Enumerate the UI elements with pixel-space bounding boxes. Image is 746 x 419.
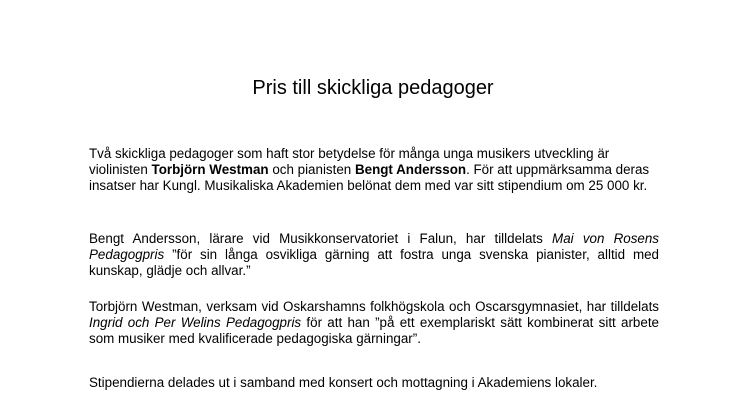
paragraph-text: ”för sin långa osvikliga gärning att fostra unga svenska pianister, alltid med kunskap, glädje och allvar.” (89, 247, 659, 278)
person-name-andersson: Bengt Andersson (354, 162, 467, 177)
paragraph-text: Stipendierna delades ut i samband med konsert och mottagning i Akademiens lokaler. (89, 375, 598, 390)
paragraph-intro (89, 146, 659, 194)
paragraph-text: . För att uppmärksamma deras insatser har Kungl. Musikaliska Akademien belönat dem med var sitt stipendium om 25 000 kr. (89, 162, 650, 193)
paragraph-closing (89, 375, 659, 391)
document-title: Pris till skickliga pedagoger (252, 77, 494, 99)
paragraph-text: Två skickliga pedagoger som haft stor betydelse för många unga musikers utveckling är violinisten (89, 146, 610, 177)
paragraph-text: Torbjörn Westman, verksam vid Oskarshamns folkhögskola och Oscarsgymnasiet, har tilldelats (89, 299, 659, 314)
prize-name-welin: Ingrid och Per Welins Pedagogpris (89, 315, 302, 330)
paragraph-text: Bengt Andersson, lärare vid Musikkonservatoriet i Falun, har tilldelats (89, 231, 553, 246)
person-name-westman: Torbjörn Westman (151, 162, 269, 177)
paragraph-westman (89, 299, 659, 347)
paragraph-andersson (89, 231, 659, 279)
prize-name-mai-von-rosen: Mai von Rosens Pedagogpris (89, 231, 659, 262)
paragraph-text: och pianisten (268, 162, 355, 177)
paragraph-text: för att han ”på ett exemplariskt sätt kombinerat sitt arbete som musiker med kvalificerade pedagogiska gärningar”. (89, 315, 659, 346)
